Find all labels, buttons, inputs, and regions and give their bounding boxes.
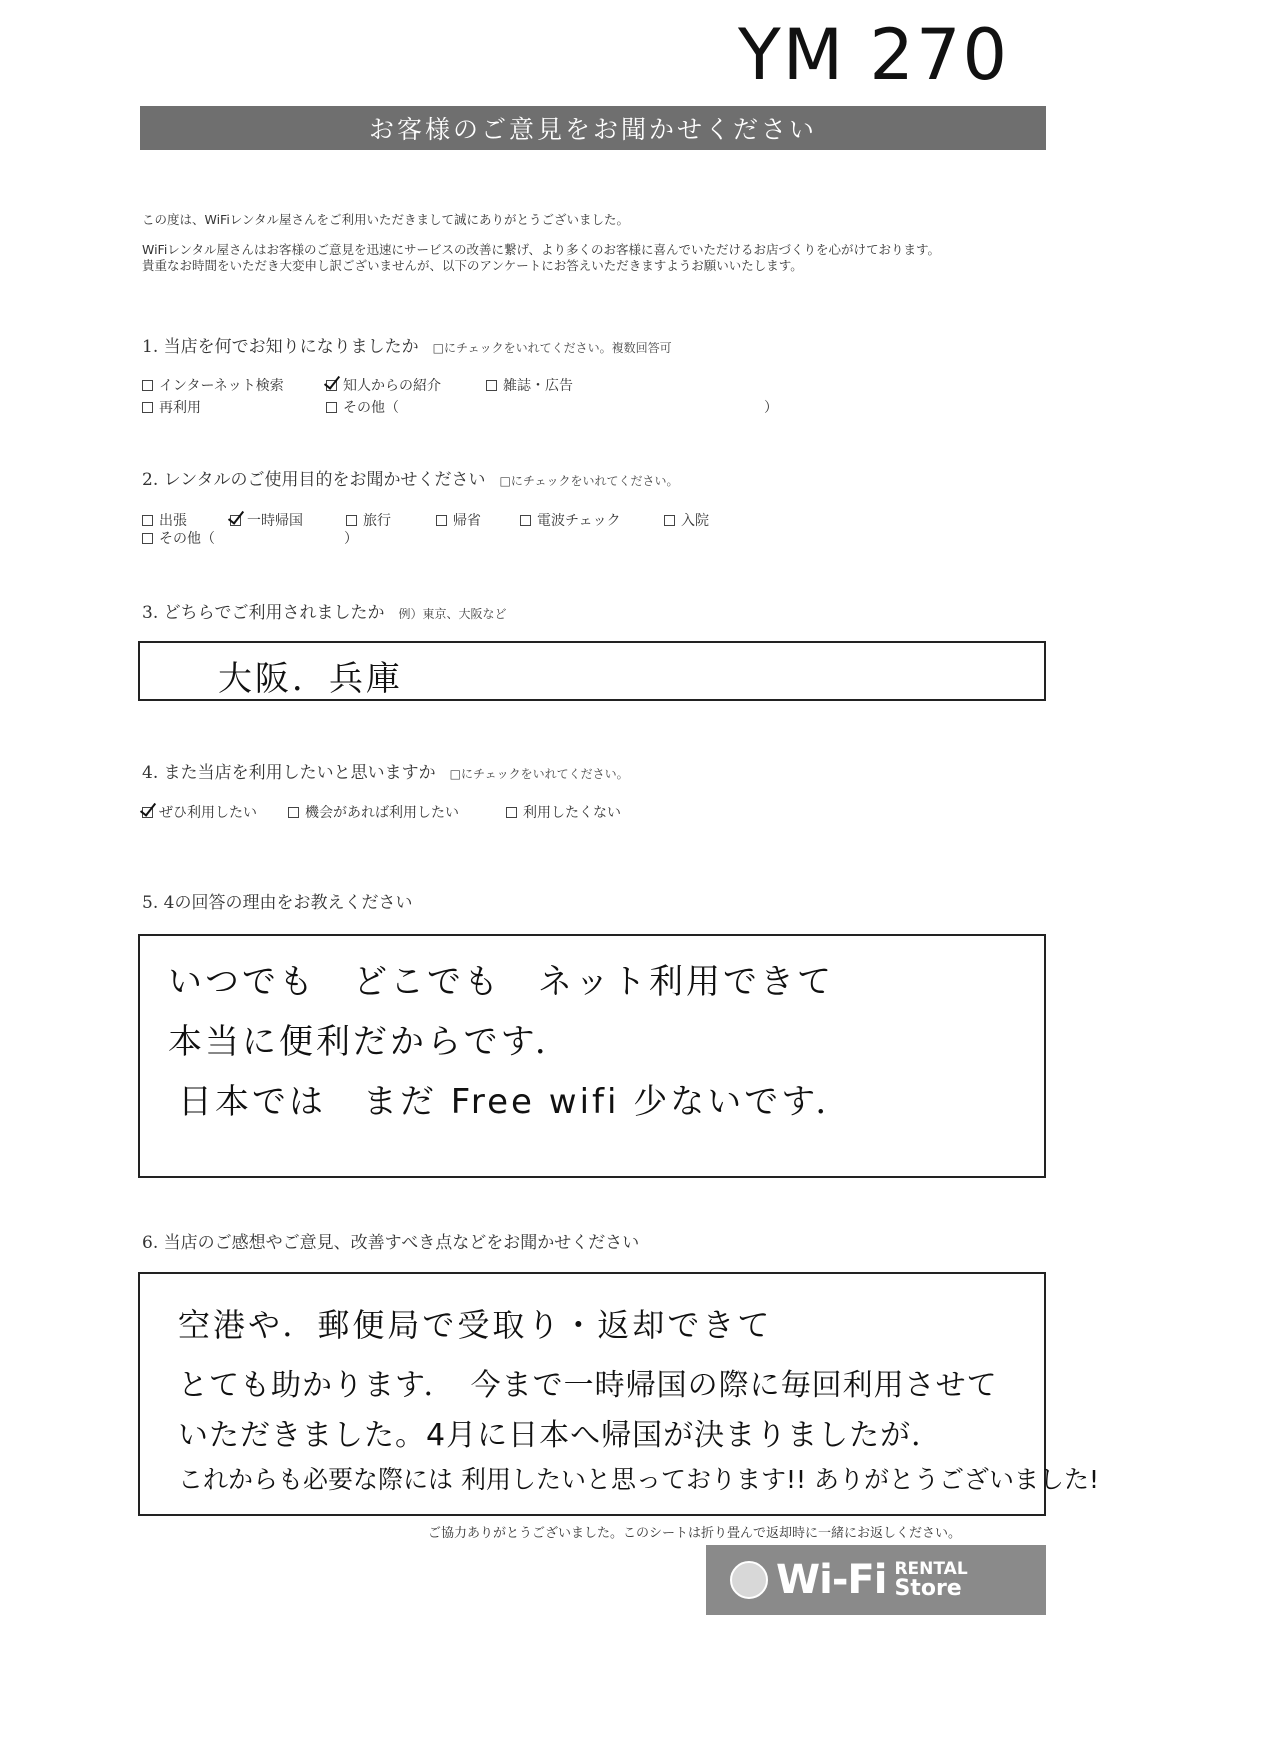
q2-heading <box>142 465 679 490</box>
checkbox[interactable] <box>436 515 447 526</box>
q3-answer: 大阪．兵庫 <box>218 659 403 699</box>
q4-option-maybe[interactable]: 機会があれば利用したい <box>288 802 459 822</box>
q5-answer-line-3: 日本では まだ Free wifi 少ないです． <box>178 1082 853 1122</box>
q2-option-hospital[interactable]: 入院 <box>664 510 709 530</box>
checkbox[interactable] <box>346 515 357 526</box>
q3-heading <box>142 598 506 623</box>
mascot-icon <box>730 1561 768 1599</box>
logo-store-text: Store <box>894 1575 962 1601</box>
reference-code: YM 270 <box>738 14 1010 96</box>
q2-other-close: ） <box>344 531 358 547</box>
intro-line-3: 貴重なお時間をいただき大変申し訳ございませんが、以下のアンケートにお答えいただきますようお願いいたします。 <box>142 258 803 273</box>
checkbox-checked[interactable] <box>142 807 153 818</box>
q1-option-referral[interactable]: 知人からの紹介 <box>326 375 441 395</box>
q2-option-other[interactable]: その他（ <box>142 528 215 548</box>
q2-option-business[interactable]: 出張 <box>142 510 187 530</box>
q2-option-homecoming[interactable]: 帰省 <box>436 510 481 530</box>
footer-thanks: ご協力ありがとうございました。このシートは折り畳んで返却時に一緒にお返しください。 <box>428 1526 962 1541</box>
checkbox[interactable] <box>142 402 153 413</box>
q3-answer-box[interactable] <box>138 641 1046 701</box>
q5-heading: 5. 4の回答の理由をお教えください <box>142 893 413 913</box>
intro-line-1: この度は、WiFiレンタル屋さんをご利用いただきまして誠にありがとうございました。 <box>142 212 630 227</box>
q1-option-reuse[interactable]: 再利用 <box>142 397 201 417</box>
q6-answer-line-1: 空港や．郵便局で受取り・返却できて <box>178 1306 773 1344</box>
q2-option-temp-return[interactable]: 一時帰国 <box>230 510 303 530</box>
q3-heading-text: 3. どちらでご利用されましたか <box>142 603 385 623</box>
q5-answer-box[interactable] <box>138 934 1046 1178</box>
checkbox[interactable] <box>142 515 153 526</box>
survey-title-banner: お客様のご意見をお聞かせください <box>140 106 1046 150</box>
checkbox-checked[interactable] <box>326 380 337 391</box>
checkbox[interactable] <box>486 380 497 391</box>
q6-answer-line-2: とても助かります． 今まで一時帰国の際に毎回利用させて <box>178 1368 998 1403</box>
q2-option-travel[interactable]: 旅行 <box>346 510 391 530</box>
q5-answer-line-1: いつでも どこでも ネット利用できて <box>168 962 834 1002</box>
q4-option-definitely[interactable]: ぜひ利用したい <box>142 802 257 822</box>
q6-answer-box[interactable] <box>138 1272 1099 1516</box>
checkbox[interactable] <box>142 533 153 544</box>
q1-option-other[interactable]: その他（ <box>326 397 399 417</box>
q4-heading-text: 4. また当店を利用したいと思いますか <box>142 763 436 783</box>
checkbox[interactable] <box>326 402 337 413</box>
q1-heading <box>142 332 672 357</box>
q1-other-close: ） <box>764 400 778 416</box>
logo-sub <box>894 1558 968 1601</box>
q4-heading <box>142 758 629 783</box>
checkbox[interactable] <box>142 380 153 391</box>
checkbox[interactable] <box>288 807 299 818</box>
checkbox[interactable] <box>520 515 531 526</box>
q4-note: □にチェックをいれてください。 <box>449 767 629 781</box>
q1-option-internet[interactable]: インターネット検索 <box>142 375 284 395</box>
q6-answer-line-4: これからも必要な際には 利用したいと思っております!! ありがとうございました! <box>178 1465 1099 1494</box>
q1-heading-text: 1. 当店を何でお知りになりましたか <box>142 337 419 357</box>
logo-rental-text: RENTAL <box>894 1558 968 1579</box>
q2-heading-text: 2. レンタルのご使用目的をお聞かせください <box>142 470 486 490</box>
q2-note: □にチェックをいれてください。 <box>499 474 679 488</box>
wifi-rental-store-logo <box>706 1545 1046 1615</box>
q6-heading: 6. 当店のご感想やご意見、改善すべき点などをお聞かせください <box>142 1233 640 1253</box>
q2-option-signal-check[interactable]: 電波チェック <box>520 510 621 530</box>
q1-note: □にチェックをいれてください。複数回答可 <box>432 341 672 355</box>
checkbox-checked[interactable] <box>230 515 241 526</box>
q3-note: 例）東京、大阪など <box>398 607 507 621</box>
checkbox[interactable] <box>506 807 517 818</box>
q6-answer-line-3: いただきました。4月に日本へ帰国が決まりましたが． <box>178 1418 943 1453</box>
logo-main-text: Wi-Fi <box>776 1557 887 1603</box>
q4-option-no[interactable]: 利用したくない <box>506 802 621 822</box>
intro-line-2: WiFiレンタル屋さんはお客様のご意見を迅速にサービスの改善に繋げ、より多くのお客様に喜んでいただけるお店づくりを心がけております。 <box>142 242 941 257</box>
q1-option-magazine[interactable]: 雑誌・広告 <box>486 375 573 395</box>
q5-answer-line-2: 本当に便利だからです． <box>168 1022 572 1062</box>
checkbox[interactable] <box>664 515 675 526</box>
